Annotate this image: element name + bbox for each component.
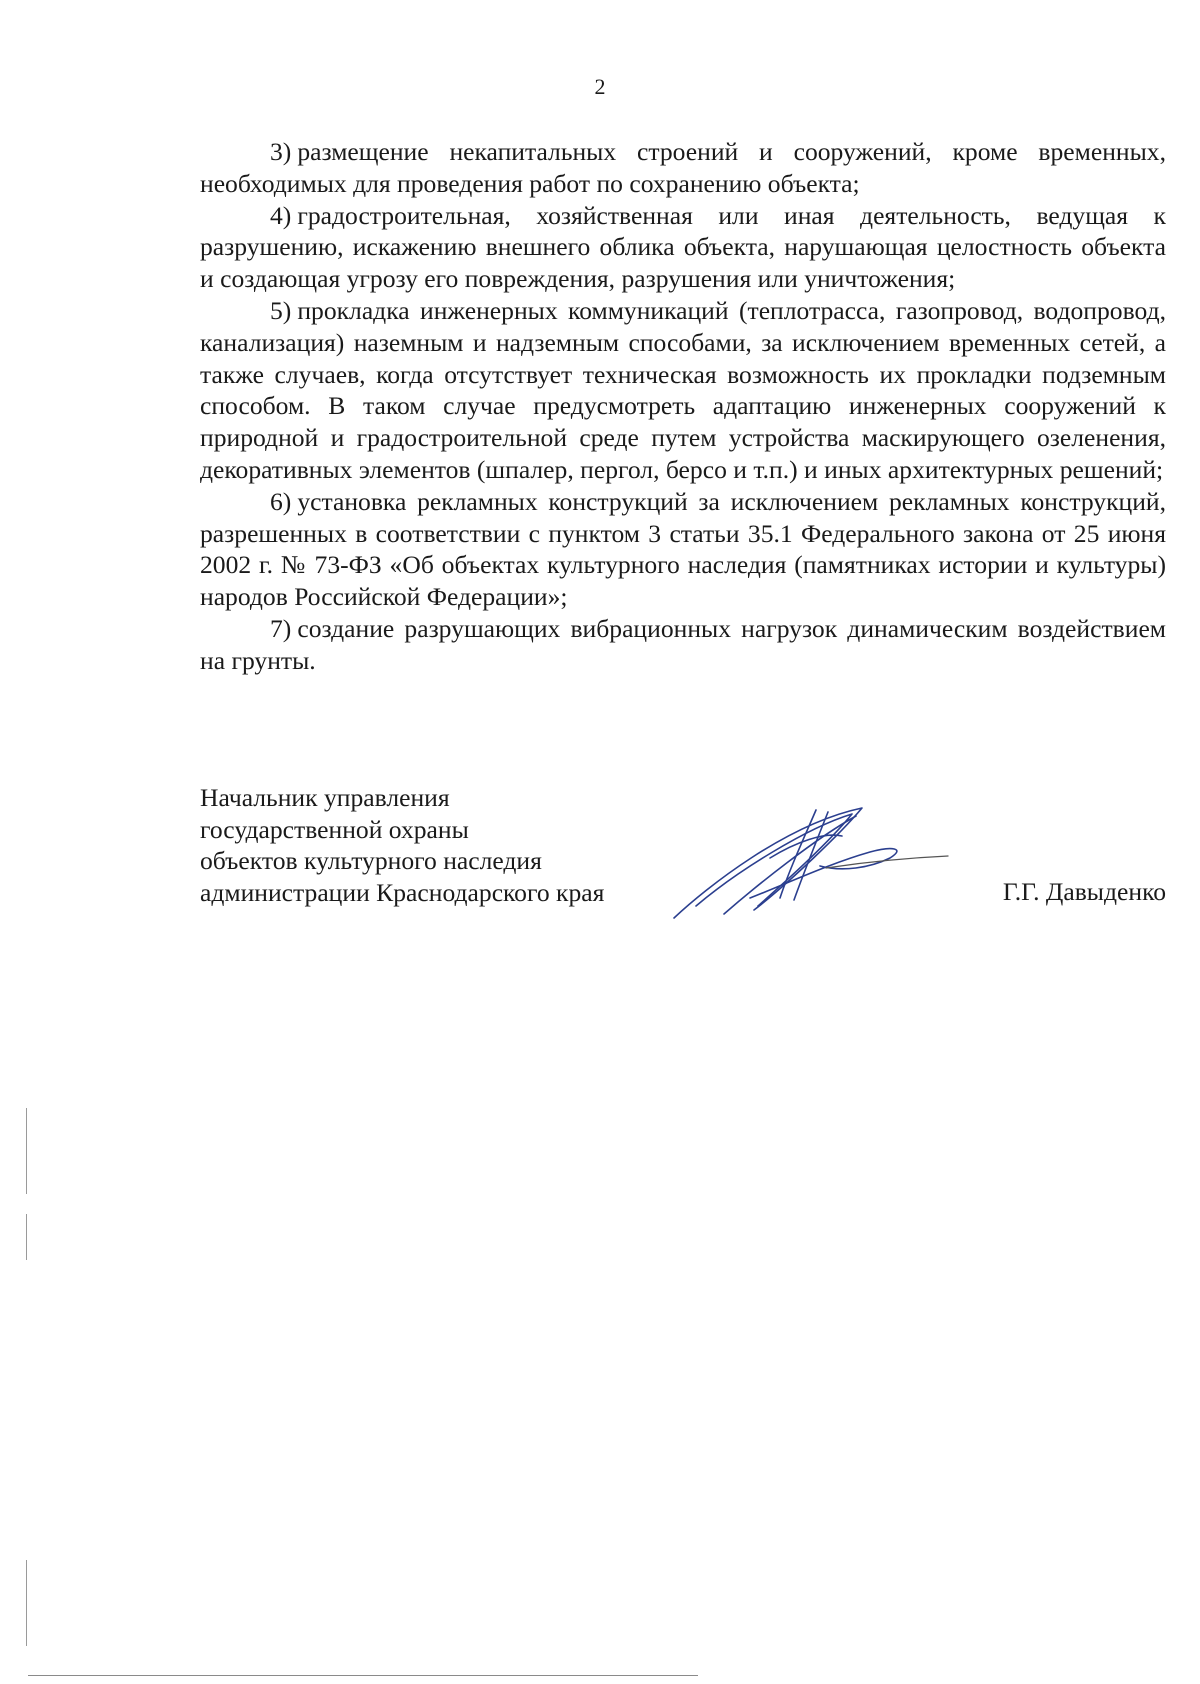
list-item [200,136,1166,200]
list-item [200,200,1166,295]
signature-block [200,782,1166,942]
bottom-rule [28,1675,698,1676]
signer-title-line: объектов культурного наследия [200,846,542,875]
signer-name: Г.Г. Давыденко [1002,877,1166,906]
item-number: 6) [270,486,292,516]
item-number: 7) [270,613,292,643]
signer-title-line: администрации Краснодарского края [200,877,605,907]
margin-mark [26,1560,27,1646]
margin-mark [26,1214,27,1260]
signer-title [200,782,604,908]
item-text: прокладка инженерных коммуникаций (теплотрасса, газопровод, водопровод, канализация) наземным и надземным способами, за исключением временных сетей, а также случаев, когда отсутствует техническая возможность их прокладки подземным способом. В таком случае предусмотреть адаптацию инженерных сооружений к природной и градостроительной среде путем устройства маскирующего озеленения, декоративных элементов (шпалер, пергол, берсо и т.п.) и иных архитектурных решений; [200,295,1166,484]
restrictions-list [200,136,1166,677]
handwritten-signature [666,802,966,922]
list-item [200,295,1166,486]
signer-title-line: государственной охраны [200,814,469,844]
item-text: установка рекламных конструкций за исключением рекламных конструкций, разрешенных в соответствии с пунктом 3 статьи 35.1 Федерального закона от 25 июня 2002 г. № 73-ФЗ «Об объектах культурного наследия (памятниках истории и культуры) народов Российской Федерации»; [200,486,1166,612]
item-text: создание разрушающих вибрационных нагрузок динамическим воздействием на грунты. [200,613,1166,675]
item-number: 5) [270,295,292,325]
margin-mark [26,1108,27,1194]
item-number: 3) [270,137,292,166]
signer-title-line: Начальник управления [200,783,450,812]
list-item [200,486,1166,613]
item-text: градостроительная, хозяйственная или иная деятельность, ведущая к разрушению, искажению внешнего облика объекта, нарушающая целостность объекта и создающая угрозу его повреждения, разрушения или уничтожения; [200,200,1166,294]
item-text: размещение некапитальных строений и сооружений, кроме временных, необходимых для проведения работ по сохранению объекта; [200,137,1166,198]
page-number: 2 [594,74,606,99]
item-number: 4) [270,200,292,230]
list-item [200,613,1166,677]
